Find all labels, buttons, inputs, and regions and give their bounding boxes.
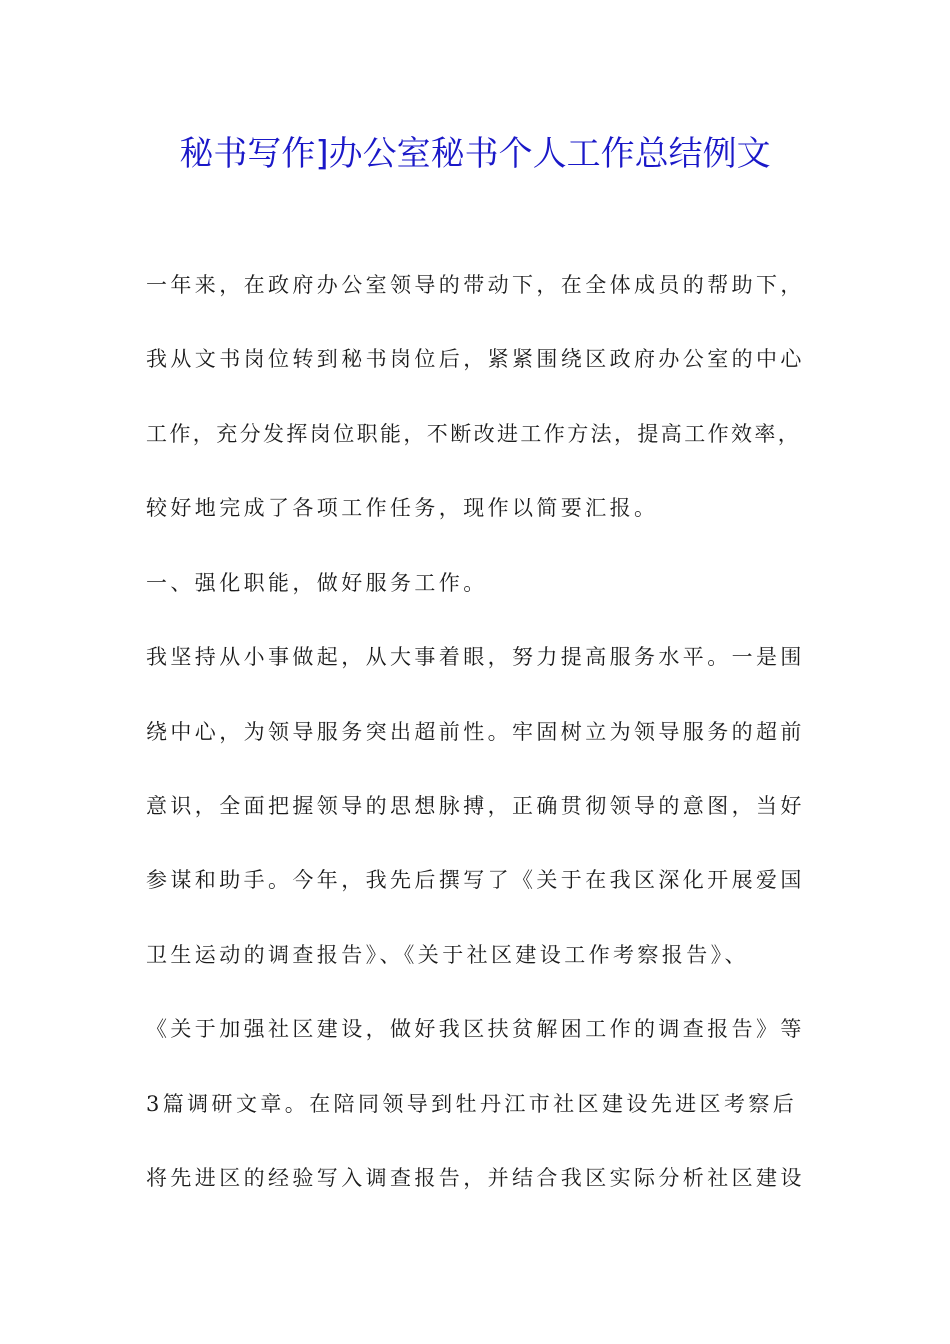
body-line-12: 3篇调研文章。在陪同领导到牡丹江市社区建设先进区考察后 — [146, 1092, 798, 1116]
body-line-7: 绕中心，为领导服务突出超前性。牢固树立为领导服务的超前 — [146, 720, 805, 744]
body-line-2: 我从文书岗位转到秘书岗位后，紧紧围绕区政府办公室的中心 — [146, 347, 805, 371]
document-title: 秘书写作]办公室秘书个人工作总结例文 — [179, 134, 771, 174]
section-heading-1: 一、强化职能，做好服务工作。 — [146, 571, 488, 595]
body-line-4: 较好地完成了各项工作任务，现作以简要汇报。 — [146, 496, 659, 520]
body-line-3: 工作，充分发挥岗位职能，不断改进工作方法，提高工作效率， — [146, 422, 802, 446]
body-line-13: 将先进区的经验写入调查报告，并结合我区实际分析社区建设 — [146, 1166, 805, 1190]
body-line-6: 我坚持从小事做起，从大事着眼，努力提高服务水平。一是围 — [146, 645, 805, 669]
body-line-9: 参谋和助手。今年，我先后撰写了《关于在我区深化开展爱国 — [146, 868, 805, 892]
body-line-8: 意识，全面把握领导的思想脉搏，正确贯彻领导的意图，当好 — [146, 794, 805, 818]
body-line-11: 《关于加强社区建设，做好我区扶贫解困工作的调查报告》等 — [146, 1017, 805, 1041]
body-line-10: 卫生运动的调查报告》、《关于社区建设工作考察报告》、 — [146, 943, 749, 967]
body-line-1: 一年来，在政府办公室领导的带动下，在全体成员的帮助下， — [146, 273, 805, 297]
